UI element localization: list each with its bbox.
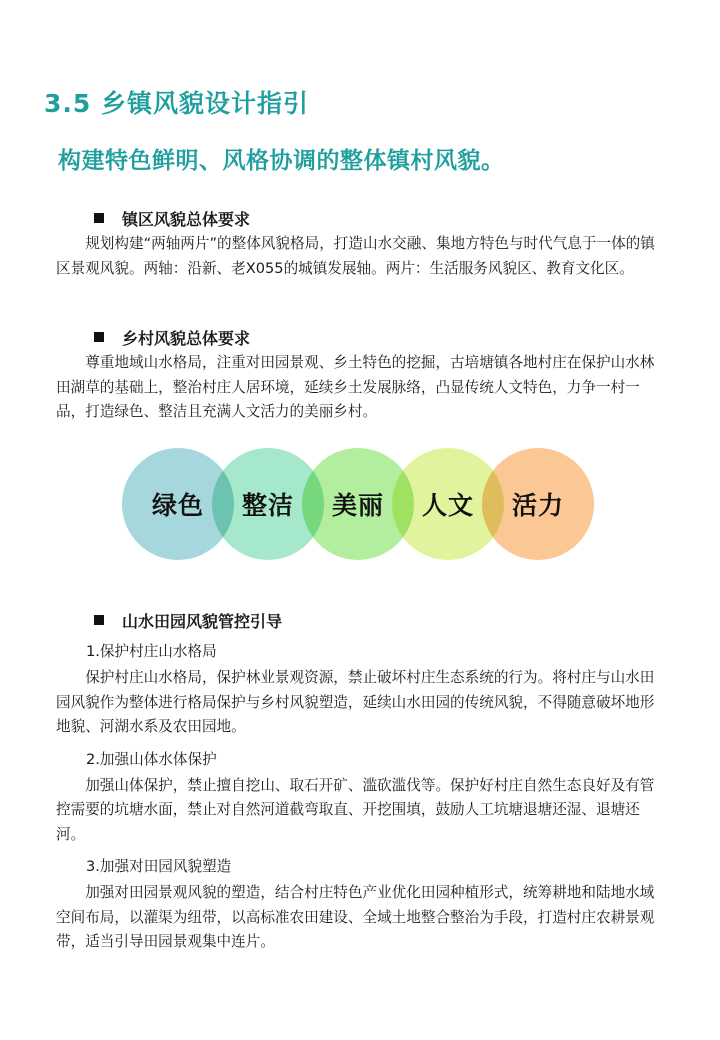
subsection-paragraph: 保护村庄山水格局，保护林业景观资源，禁止破坏村庄生态系统的行为。将村庄与山水田园风貌作为整体进行格局保护与乡村风貌塑造，延续山水田园的传统风貌，不得随意破坏地形地貌、河湖水系及农田园地。 xyxy=(56,669,655,735)
section-heading-text: 镇区风貌总体要求 xyxy=(122,209,251,229)
subsection-paragraph: 加强对田园景观风貌的塑造，结合村庄特色产业优化田园种植形式，统筹耕地和陆地水域空间布局，以灌渠为纽带，以高标准农田建设、全域土地整合整治为手段，打造村庄农耕景观带，适当引导田园景观集中连片。 xyxy=(56,884,655,950)
page-subtitle: 构建特色鲜明、风格协调的整体镇村风貌。 xyxy=(58,148,505,174)
section-landscape-guidance xyxy=(56,608,668,955)
section-heading-text: 乡村风貌总体要求 xyxy=(122,328,251,348)
circle-green: 绿色 xyxy=(122,448,234,560)
subsection-title: 3.加强对田园风貌塑造 xyxy=(86,858,232,875)
section-heading xyxy=(94,608,668,632)
subsection-title: 2.加强山体水体保护 xyxy=(86,750,217,768)
page-title: 3.5 乡镇风貌设计指引 xyxy=(44,89,309,118)
section-paragraph: 规划构建“两轴两片”的整体风貌格局，打造山水交融、集地方特色与时代气息于一体的镇区景观风貌。两轴：沿新、老X055的城镇发展轴。两片：生活服务风貌区、教育文化区。 xyxy=(56,235,655,277)
square-bullet-icon xyxy=(94,332,104,342)
circle-vitality: 活力 xyxy=(482,448,594,560)
subsection-title: 1.保护村庄山水格局 xyxy=(86,643,217,660)
section-heading xyxy=(94,325,668,349)
square-bullet-icon xyxy=(94,213,104,223)
section-heading xyxy=(94,206,668,230)
circle-humanity: 人文 xyxy=(392,448,504,560)
section-town-style xyxy=(56,206,668,281)
section-village-style xyxy=(56,325,668,425)
circle-beautiful: 美丽 xyxy=(302,448,414,560)
circle-clean: 整洁 xyxy=(212,448,324,560)
subsection-paragraph: 加强山体保护，禁止擅自挖山、取石开矿、滥砍滥伐等。保护好村庄自然生态良好及有管控需要的坑塘水面，禁止对自然河道截弯取直、开挖围填，鼓励人工坑塘退塘还湿、退塘还河。 xyxy=(56,776,655,843)
section-heading-text: 山水田园风貌管控引导 xyxy=(122,611,283,631)
square-bullet-icon xyxy=(94,615,104,625)
keyword-circles xyxy=(122,448,582,562)
section-paragraph: 尊重地域山水格局，注重对田园景观、乡土特色的挖掘，古培塘镇各地村庄在保护山水林田湖草的基础上，整治村庄人居环境，延续乡土发展脉络，凸显传统人文特色，力争一村一品，打造绿色、整洁且充满人文活力的美丽乡村。 xyxy=(56,354,655,420)
